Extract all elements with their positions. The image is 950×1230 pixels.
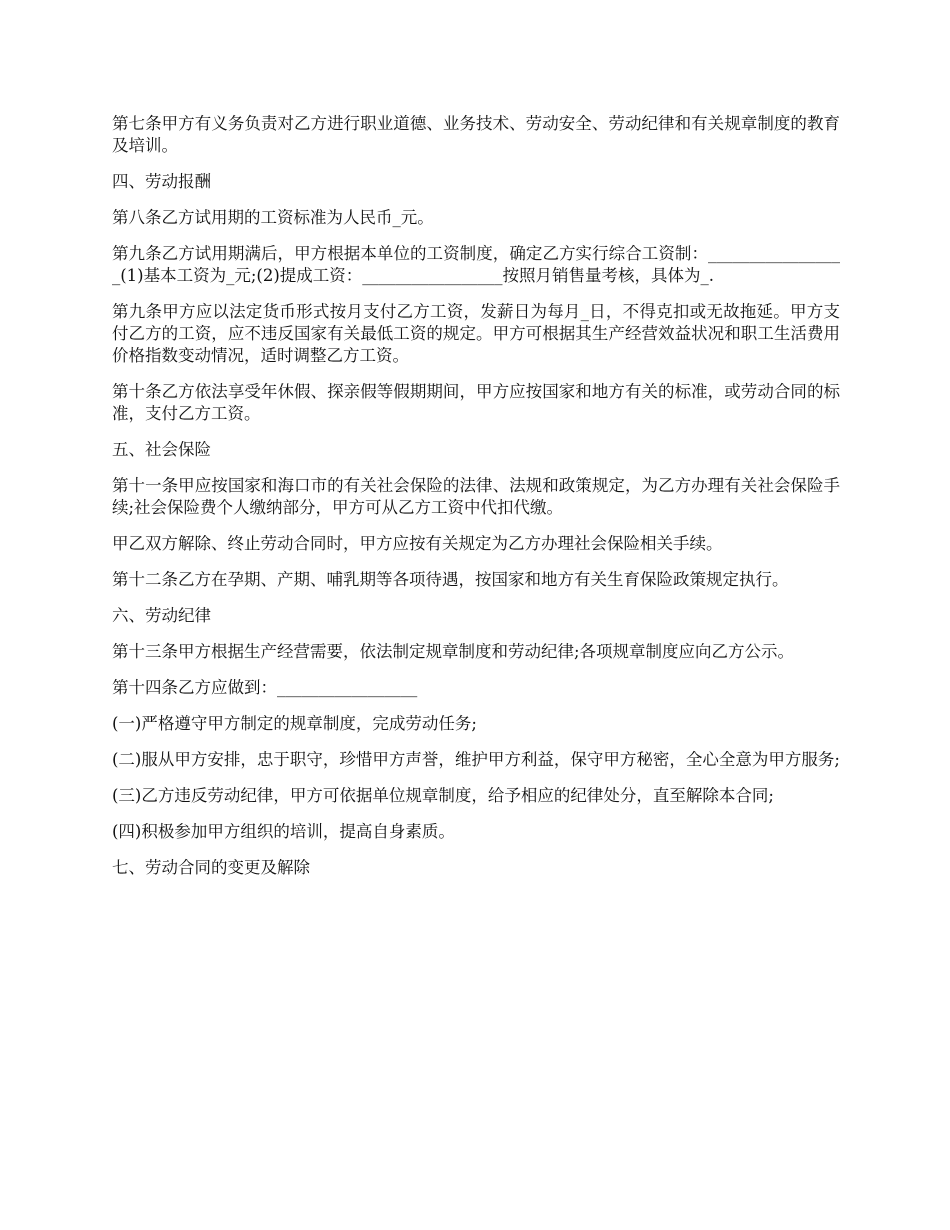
- insurance-termination-paragraph: 甲乙双方解除、终止劳动合同时，甲方应按有关规定为乙方办理社会保险相关手续。: [112, 534, 723, 553]
- article-12-paragraph: 第十二条乙方在孕期、产期、哺乳期等各项待遇，按国家和地方有关生育保险政策规定执行。: [112, 570, 789, 589]
- list-item-4: (四)积极参加甲方组织的培训，提高自身素质。: [112, 822, 455, 841]
- article-7-paragraph: 第七条甲方有义务负责对乙方进行职业道德、业务技术、劳动安全、劳动纪律和有关规章制度的教育及培训。: [112, 114, 840, 155]
- article-13-paragraph: 第十三条甲方根据生产经营需要，依法制定规章制度和劳动纪律;各项规章制度应向乙方公示。: [112, 642, 795, 661]
- document-body: [112, 113, 840, 893]
- article-8-paragraph: 第八条乙方试用期的工资标准为人民币_元。: [112, 208, 434, 227]
- list-item-2: (二)服从甲方安排，忠于职守，珍惜甲方声誉，维护甲方利益，保守甲方秘密，全心全意为甲方服务;: [112, 750, 840, 769]
- section-heading-social-insurance: 五、社会保险: [112, 440, 211, 459]
- section-heading-remuneration: 四、劳动报酬: [112, 172, 211, 191]
- article-10-paragraph: 第十条乙方依法享受年休假、探亲假等假期期间，甲方应按国家和地方有关的标准，或劳动合同的标准，支付乙方工资。: [112, 382, 840, 423]
- article-9-salary-system-paragraph: 第九条乙方试用期满后，甲方根据本单位的工资制度，确定乙方实行综合工资制：_________________(1)基本工资为_元;(2)提成工资：_________________按照月销售量考核，具体为_.: [112, 244, 840, 285]
- section-heading-contract-change: 七、劳动合同的变更及解除: [112, 858, 310, 877]
- list-item-1: (一)严格遵守甲方制定的规章制度，完成劳动任务;: [112, 714, 477, 733]
- section-heading-labor-discipline: 六、劳动纪律: [112, 606, 211, 625]
- article-9-payment-paragraph: 第九条甲方应以法定货币形式按月支付乙方工资，发薪日为每月_日，不得克扣或无故拖延。甲方支付乙方的工资，应不违反国家有关最低工资的规定。甲方可根据其生产经营效益状况和职工生活费用价格指数变动情况，适时调整乙方工资。: [112, 302, 840, 365]
- article-14-paragraph: 第十四条乙方应做到：_________________: [112, 678, 418, 697]
- list-item-3: (三)乙方违反劳动纪律，甲方可依据单位规章制度，给予相应的纪律处分，直至解除本合同;: [112, 786, 774, 805]
- article-11-paragraph: 第十一条甲应按国家和海口市的有关社会保险的法律、法规和政策规定，为乙方办理有关社会保险手续;社会保险费个人缴纳部分，甲方可从乙方工资中代扣代缴。: [112, 476, 840, 517]
